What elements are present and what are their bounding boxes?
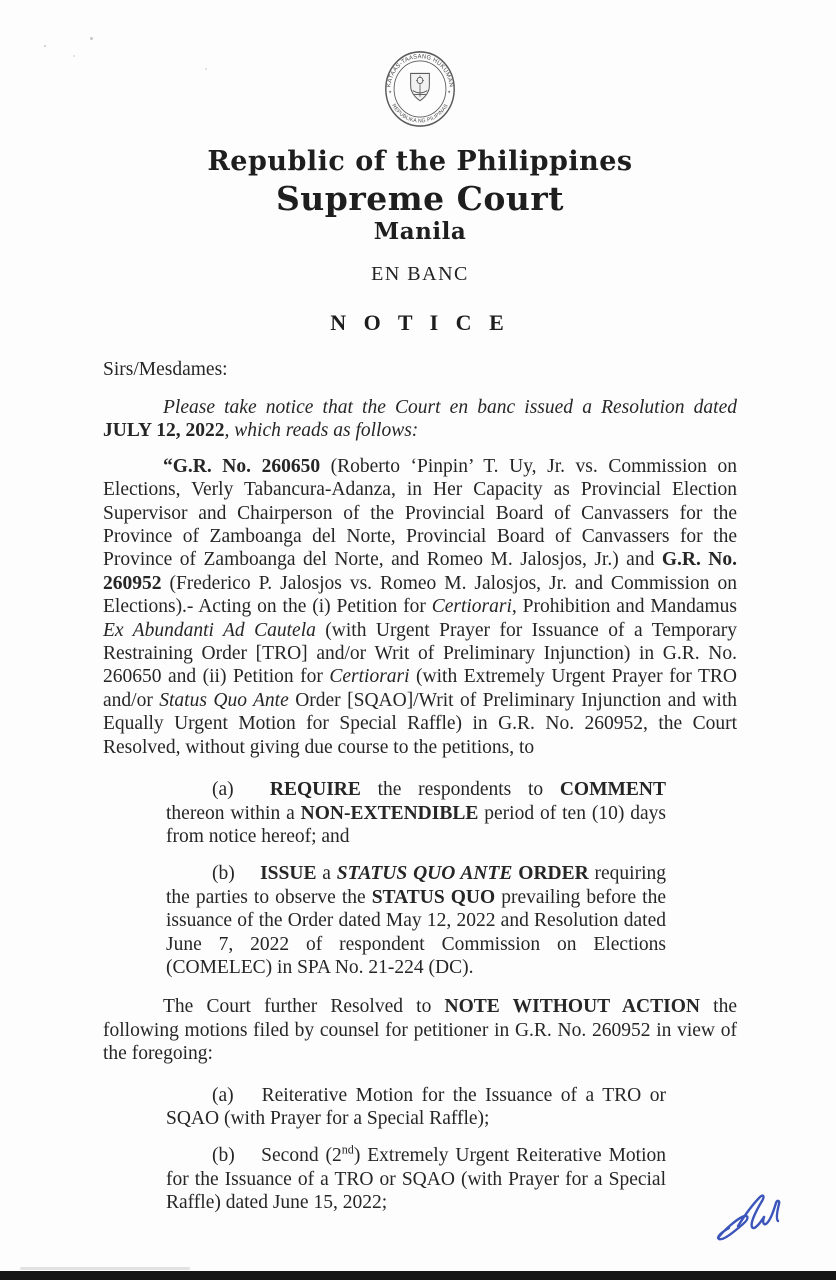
seal-separator-right: ✦ [447,89,451,95]
seal-bottom-text: REPUBLIKA NG PILIPINAS [390,102,450,125]
seal-container [103,50,737,133]
scan-speck [283,199,285,201]
salutation: Sirs/Mesdames: [103,359,228,380]
court-name: Supreme Court [275,179,565,218]
motion-item-b: (b) Second (2nd) Extremely Urgent Reiterative Motion for the Issuance of a TRO or SQAO (with Prayer for a Special Raffle) dated June 15, 2022; [166,1142,666,1214]
seal-separator-left: ✦ [388,89,392,95]
order-item-a: (a) REQUIRE the respondents to COMMENT thereon within a NON-EXTENDIBLE period of ten (10) days from notice hereof; and [166,779,666,847]
scan-speck [205,68,207,70]
scan-speck [90,37,93,40]
signature-ink [712,1192,794,1259]
seal-shield-icon [411,73,430,100]
scan-edge-bar [0,1271,836,1280]
signature-icon [712,1192,794,1254]
scan-smudge [20,1267,190,1270]
notice-title: N O T I C E [330,310,510,335]
order-item-b: (b) ISSUE a STATUS QUO ANTE ORDER requiring the parties to observe the STATUS QUO prevailing before the issuance of the Order dated May 12, 2022 and Resolution dated June 7, 2022 of respondent Commission on Elections (COMELEC) in SPA No. 21-224 (DC). [166,863,667,978]
en-banc-line: EN BANC [371,263,469,285]
further-resolved-paragraph: The Court further Resolved to NOTE WITHOUT ACTION the following motions filed by counsel for petitioner in G.R. No. 260952 in view of the foregoing: [103,996,737,1065]
scan-speck [73,55,75,57]
republic-line: Republic of the Philippines [207,146,633,177]
motion-item-a: (a) Reiterative Motion for the Issuance of a TRO or SQAO (with Prayer for a Special Raffle); [166,1084,666,1129]
city-line: Manila [373,218,467,245]
scan-speck [44,45,46,47]
resolution-paragraph: “G.R. No. 260650 (Roberto ‘Pinpin’ T. Uy, Jr. vs. Commission on Elections, Verly Tabancura-Adanza, in Her Capacity as Provincial Election Supervisor and Chairperson of the Provincial Board of Canvassers for the Province of Zamboanga del Norte, Provincial Board of Canvassers for the Province of Zamboanga del Norte, and Romeo M. Jalosjos, Jr.) and G.R. No. 260952 (Frederico P. Jalosjos vs. Romeo M. Jalosjos, Jr. and Commission on Elections).- Acting on the (i) Petition for Certiorari, Prohibition and Mandamus Ex Abundanti Ad Cautela (with Urgent Prayer for Issuance of a Temporary Restraining Order [TRO] and/or Writ of Preliminary Injunction) in G.R. No. 260650 and (ii) Petition for Certiorari (with Extremely Urgent Prayer for TRO and/or Status Quo Ante Order [SQAO]/Writ of Preliminary Injunction and with Equally Urgent Motion for Special Raffle) in G.R. No. 260952, the Court Resolved, without giving due course to the petitions, to [103,455,737,758]
supreme-court-seal-icon [384,50,456,128]
seal-top-text: KATAAS-TAASANG HUKUMAN [386,54,454,88]
intro-paragraph: Please take notice that the Court en banc issued a Resolution dated JULY 12, 2022, which reads as follows: [103,397,737,442]
